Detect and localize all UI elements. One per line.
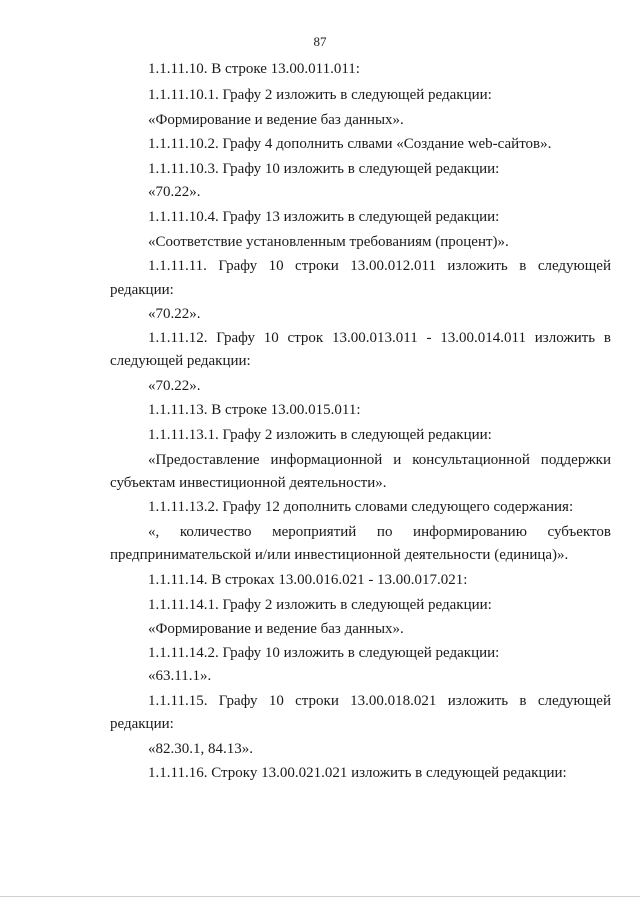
text-line: редакции:: [110, 282, 174, 298]
text-line: «82.30.1, 84.13».: [148, 741, 253, 757]
text-line: 1.1.11.11. Графу 10 строки 13.00.012.011 изложить в следующей: [148, 258, 611, 274]
text-line: 1.1.11.10.1. Графу 2 изложить в следующей редакции:: [148, 87, 492, 103]
text-line: 1.1.11.12. Графу 10 строк 13.00.013.011 - 13.00.014.011 изложить в: [148, 330, 611, 346]
text-line: «70.22».: [148, 184, 201, 200]
text-line: «Формирование и ведение баз данных».: [148, 621, 404, 637]
text-line: 1.1.11.14. В строках 13.00.016.021 - 13.00.017.021:: [148, 572, 468, 588]
text-line: 1.1.11.10.4. Графу 13 изложить в следующей редакции:: [148, 209, 500, 225]
text-line: 1.1.11.14.1. Графу 2 изложить в следующей редакции:: [148, 597, 492, 613]
text-line: 1.1.11.13.1. Графу 2 изложить в следующей редакции:: [148, 427, 492, 443]
text-line: редакции:: [110, 716, 174, 732]
text-line: «, количество мероприятий по информированию субъектов: [148, 524, 611, 540]
scan-edge-divider: [0, 896, 640, 897]
text-line: 1.1.11.10.2. Графу 4 дополнить слвами «Создание web-сайтов».: [148, 136, 552, 152]
text-line: 1.1.11.13.2. Графу 12 дополнить словами следующего содержания:: [148, 499, 574, 515]
text-line: 1.1.11.10.3. Графу 10 изложить в следующей редакции:: [148, 161, 500, 177]
text-line: следующей редакции:: [110, 353, 251, 369]
text-line: «70.22».: [148, 306, 201, 322]
text-line: 1.1.11.15. Графу 10 строки 13.00.018.021 изложить в следующей: [148, 693, 611, 709]
text-line: «70.22».: [148, 378, 201, 394]
text-line: 1.1.11.16. Строку 13.00.021.021 изложить в следующей редакции:: [148, 765, 567, 781]
text-line: 1.1.11.14.2. Графу 10 изложить в следующей редакции:: [148, 645, 500, 661]
text-line: «Предоставление информационной и консультационной поддержки: [148, 452, 611, 468]
text-line: 1.1.11.13. В строке 13.00.015.011:: [148, 402, 361, 418]
text-line: субъектам инвестиционной деятельности».: [110, 475, 387, 491]
page-number: 87: [313, 34, 327, 49]
text-line: предпринимательской и/или инвестиционной деятельности (единица)».: [110, 547, 569, 563]
text-line: «Формирование и ведение баз данных».: [148, 112, 404, 128]
text-line: «63.11.1».: [148, 668, 212, 684]
text-line: 1.1.11.10. В строке 13.00.011.011:: [148, 61, 360, 77]
text-line: «Соответствие установленным требованиям (процент)».: [148, 234, 509, 250]
